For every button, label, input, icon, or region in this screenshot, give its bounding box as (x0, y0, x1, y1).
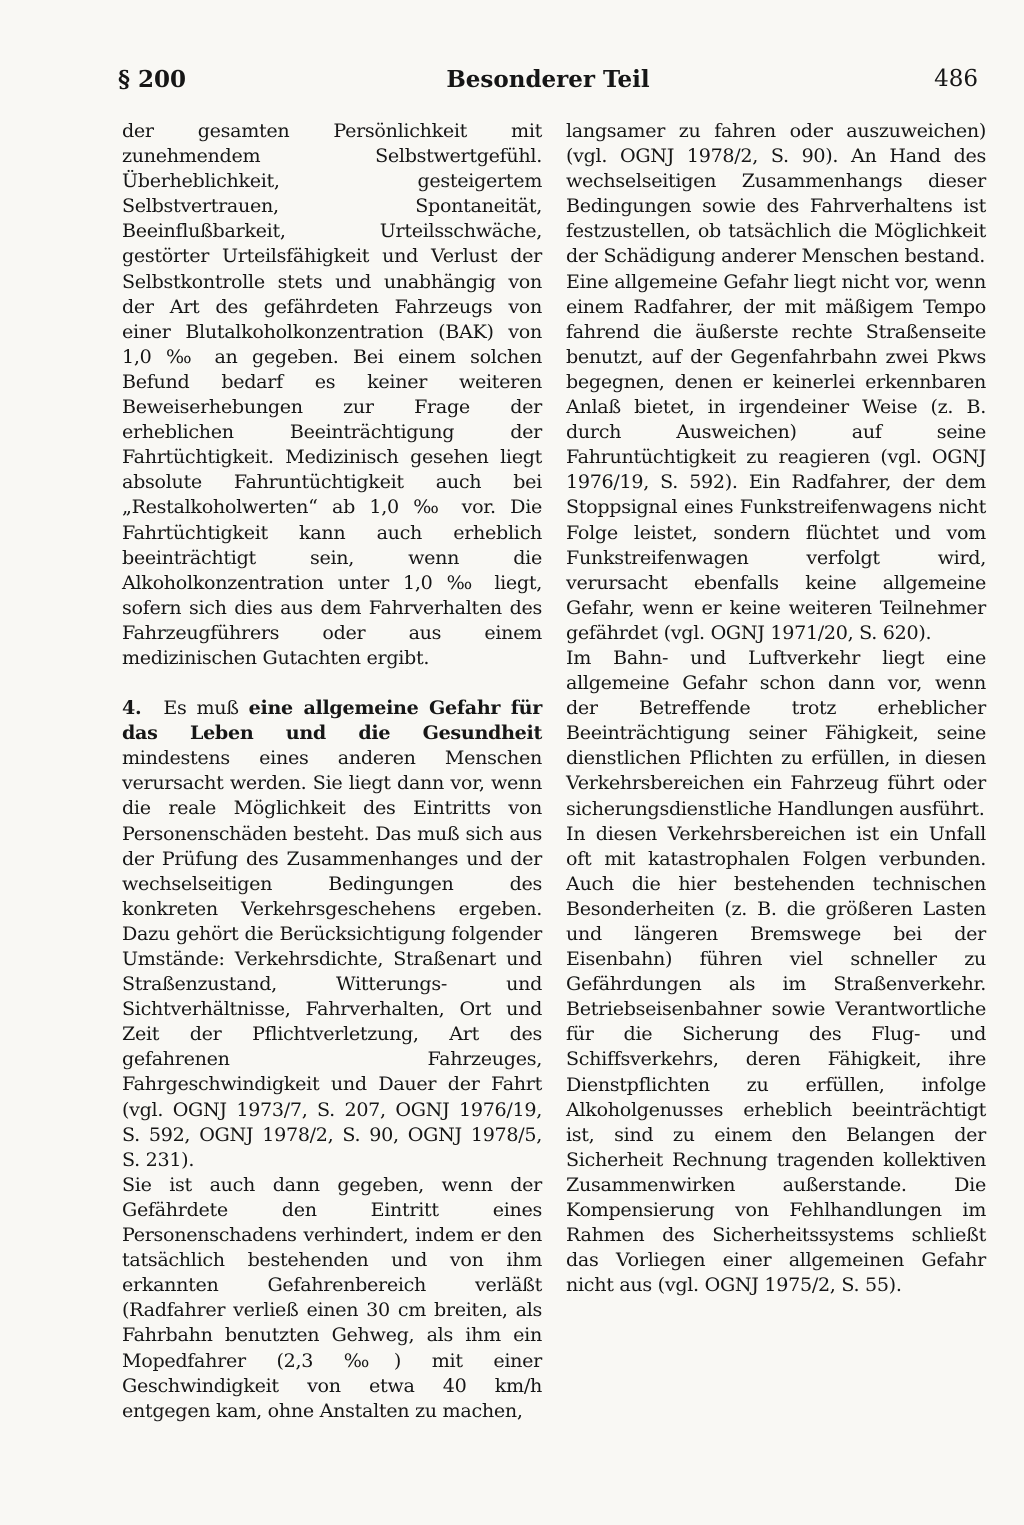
paragraph: langsamer zu fahren oder auszuweichen) (vgl. OGNJ 1978/2, S. 90). An Hand des wechselseitigen Zusammenhangs dieser Bedingungen sowie des Fahrverhaltens ist festzustellen, ob tatsächlich die Möglichkeit der Schädigung anderer Menschen bestand. (566, 119, 986, 268)
page-number: 486 (934, 66, 978, 92)
paragraph: Im Bahn- und Luftverkehr liegt eine allgemeine Gefahr schon dann vor, wenn der Betreffende trotz erheblicher Beeinträchtigung seiner Fähigkeit, seine dienstlichen Pflichten zu erfüllen, in diesen Verkehrsbereichen ein Fahrzeug führt oder sicherungsdienstliche Handlungen ausführt. (566, 645, 986, 820)
paragraph-continuation: der gesamten Persönlichkeit mit zunehmendem Selbstwertgefühl. Überheblichkeit, gesteigertem Selbstvertrauen, Spontaneität, Beeinflußbarkeit, Urteilsschwäche, gestörter Urteilsfähigkeit und Verlust der Selbstkontrolle stets und unabhängig von der Art des gefährdeten Fahrzeugs von einer Blutalkoholkonzentration (BAK) von 1,0 ‰ an gegeben. Bei einem solchen Befund bedarf es keiner weiteren Beweiserhebungen zur Frage der erheblichen Beeinträchtigung der Fahrtüchtigkeit. Medizinisch gesehen liegt absolute Fahruntüchtigkeit auch bei „Restalkoholwerten“ ab 1,0 ‰ vor. Die Fahrtüchtigkeit kann auch erheblich beeinträchtigt sein, wenn die Alkoholkonzentration unter 1,0 ‰ liegt, sofern sich dies aus dem Fahrverhalten des Fahrzeugführers oder aus einem medizinischen Gutachten ergibt. (122, 119, 542, 669)
running-header (118, 66, 978, 106)
paragraph-number: 4. (122, 696, 142, 720)
left-column (122, 118, 542, 1423)
section-title: Besonderer Teil (446, 66, 650, 93)
emphasized-term: eine allgemeine Gefahr für das Leben und die Gesundheit (122, 696, 542, 745)
paragraph: Eine allgemeine Gefahr liegt nicht vor, wenn einem Radfahrer, der mit mäßigem Tempo fahrend die äußerste rechte Straßenseite benutzt, auf der Gegenfahrbahn zwei Pkws begegnen, denen er keinerlei erkennbaren Anlaß bietet, in irgendeiner Weise (z. B. durch Ausweichen) auf seine Fahruntüchtigkeit zu reagieren (vgl. OGNJ 1976/19, S. 592). Ein Radfahrer, der dem Stoppsignal eines Funkstreifenwagens nicht Folge leistet, sondern flüchtet und vom Funkstreifenwagen verfolgt wird, verursacht ebenfalls keine allgemeine Gefahr, wenn er keine weiteren Teilnehmer gefährdet (vgl. OGNJ 1971/20, S. 620). (566, 269, 986, 644)
paragraph: In diesen Verkehrsbereichen ist ein Unfall oft mit katastrophalen Folgen verbunden. Auch die hier bestehenden technischen Besonderheiten (z. B. die größeren Lasten und längeren Bremswege bei der Eisenbahn) führen viel schneller zu Gefährdungen als im Straßenverkehr. Betriebseisenbahner sowie Verantwortliche für die Sicherung des Flug- und Schiffsverkehrs, deren Fähigkeit, ihre Dienstpflichten zu erfüllen, infolge Alkoholgenusses erheblich beeinträchtigt ist, sind zu einem den Belangen der Sicherheit Rechnung tragenden kollektiven Zusammenwirken außerstande. Die Kompensierung von Fehlhandlungen im Rahmen des Sicherheitssystems schließt das Vorliegen einer allgemeinen Gefahr nicht aus (vgl. OGNJ 1975/2, S. 55). (566, 821, 986, 1297)
right-column (566, 118, 986, 1297)
paragraph-numbered-4 (122, 695, 542, 1172)
section-number: § 200 (118, 66, 187, 93)
paragraph-lead: Es muß (163, 696, 239, 720)
paragraph: Sie ist auch dann gegeben, wenn der Gefährdete den Eintritt eines Personenschadens verhindert, indem er den tatsächlich bestehenden und von ihm erkannten Gefahrenbereich verläßt (Radfahrer verließ einen 30 cm breiten, als Fahrbahn benutzten Gehweg, als ihm ein Mopedfahrer (2,3 ‰) mit einer Geschwindigkeit von etwa 40 km/h entgegen kam, ohne Anstalten zu machen, (122, 1172, 542, 1422)
paragraph-text: mindestens eines anderen Menschen verursacht werden. Sie liegt dann vor, wenn die reale Möglichkeit des Eintritts von Personenschäden besteht. Das muß sich aus der Prüfung des Zusammenhanges und der wechselseitigen Bedingungen des konkreten Verkehrsgeschehens ergeben. Dazu gehört die Berücksichtigung folgender Umstände: Verkehrsdichte, Straßenart und Straßenzustand, Witterungs- und Sichtverhältnisse, Fahrverhalten, Ort und Zeit der Pflichtverletzung, Art des gefahrenen Fahrzeuges, Fahrgeschwindigkeit und Dauer der Fahrt (vgl. OGNJ 1973/7, S. 207, OGNJ 1976/19, S. 592, OGNJ 1978/2, S. 90, OGNJ 1978/5, S. 231). (122, 746, 542, 1171)
